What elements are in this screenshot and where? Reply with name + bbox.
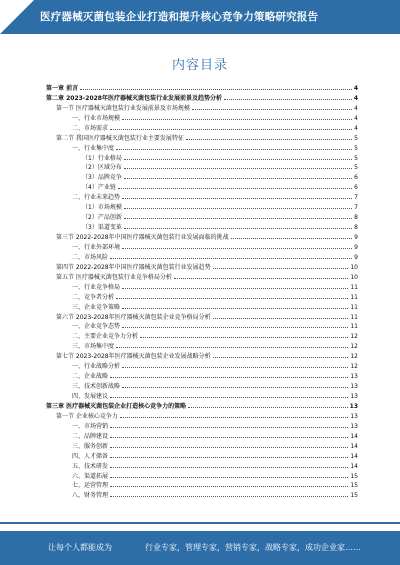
toc-dot-leader	[124, 168, 352, 169]
toc-entry-title: 六、渠道拓展	[72, 472, 109, 480]
toc-entry[interactable]	[46, 390, 358, 400]
toc-entry-page: 14	[350, 432, 358, 440]
toc-entry-title: 一、企业竞争态势	[72, 323, 121, 331]
toc-dot-leader	[122, 288, 348, 289]
toc-entry[interactable]	[46, 400, 358, 410]
toc-entry-title: 二、企业战略	[72, 373, 109, 381]
toc-entry-page: 5	[354, 134, 358, 142]
toc-dot-leader	[213, 318, 349, 319]
toc-dot-leader	[110, 457, 348, 458]
toc-entry-title: 二、市场风险	[72, 253, 109, 261]
toc-entry[interactable]	[46, 271, 358, 281]
toc-entry-title: 第六节 2023-2028年医疗器械灭菌包装企业竞争格局分析	[56, 313, 211, 321]
toc-entry[interactable]	[46, 162, 358, 172]
toc-entry-page: 9	[354, 253, 358, 261]
toc-dot-leader	[122, 367, 348, 368]
toc-entry-title: 一、行业竞争格局	[72, 283, 121, 291]
toc-dot-leader	[116, 347, 348, 348]
toc-dot-leader	[122, 119, 352, 120]
toc-dot-leader	[110, 447, 348, 448]
toc-dot-leader	[213, 268, 349, 269]
toc-entry-title: 一、行业市场规模	[72, 114, 121, 122]
toc-entry[interactable]	[46, 231, 358, 241]
toc-entry-title: 一、市场营销	[72, 422, 109, 430]
toc-entry-title: 三、市场集中度	[72, 343, 115, 351]
toc-entry[interactable]	[46, 132, 358, 142]
toc-entry[interactable]	[46, 330, 358, 340]
toc-entry-title: （1）市场规模	[82, 204, 122, 212]
toc-entry-page: 15	[350, 492, 358, 500]
toc-entry[interactable]	[46, 440, 358, 450]
toc-entry-title: 第一章 前言	[46, 84, 79, 92]
toc-dot-leader	[124, 159, 352, 160]
toc-entry[interactable]	[46, 201, 358, 211]
toc-dot-leader	[124, 178, 352, 179]
toc-entry[interactable]	[46, 251, 358, 261]
toc-entry[interactable]	[46, 171, 358, 181]
toc-entry[interactable]	[46, 489, 358, 499]
toc-dot-leader	[110, 496, 348, 497]
toc-dot-leader	[122, 387, 348, 388]
toc-entry-title: 二、行业未来趋势	[72, 194, 121, 202]
toc-entry-page: 4	[353, 84, 358, 92]
toc-entry-title: 二、竞争者分析	[72, 293, 115, 301]
toc-entry-page: 15	[350, 472, 358, 480]
toc-entry-page: 5	[354, 144, 358, 152]
toc-dot-leader	[192, 109, 352, 110]
toc-entry-page: 11	[350, 283, 358, 291]
toc-entry[interactable]	[46, 191, 358, 201]
toc-entry[interactable]	[46, 380, 358, 390]
toc-dot-leader	[122, 308, 348, 309]
footer-tagline: 行业专家，管理专家，营销专家，战略专家，成功企业家……	[145, 543, 361, 552]
toc-entry-page: 6	[354, 184, 358, 192]
toc-entry[interactable]	[46, 410, 358, 420]
toc-entry-title: 五、技术研发	[72, 462, 109, 470]
toc-entry-title: 四、发展建议	[72, 393, 109, 400]
toc-entry-title: （2）区域分布	[82, 164, 122, 172]
toc-entry[interactable]	[46, 281, 358, 291]
footer-rule	[0, 522, 400, 524]
toc-entry-page: 11	[350, 303, 358, 311]
footer-bar	[0, 531, 400, 565]
toc-dot-leader	[120, 417, 348, 418]
toc-entry-title: 一、行业外部环境	[72, 243, 121, 251]
toc-entry-page: 7	[354, 204, 358, 212]
toc-entry[interactable]	[46, 420, 358, 430]
toc-dot-leader	[110, 258, 352, 259]
toc-entry-title: 第三章 医疗器械灭菌包装企业打造核心竞争力的策略	[46, 402, 187, 410]
toc-entry[interactable]	[46, 460, 358, 470]
toc-dot-leader	[122, 198, 352, 199]
toc-entry-page: 9	[354, 234, 358, 241]
toc-entry-title: 第二节 我国医疗器械灭菌包装行业主要发展特征	[56, 134, 184, 142]
toc-entry[interactable]	[46, 82, 358, 92]
toc-entry-page: 13	[350, 412, 358, 420]
toc-entry[interactable]	[46, 450, 358, 460]
toc-entry-title: （1）行业格局	[82, 154, 122, 162]
toc-entry-title: 第三节 2022-2028年中国医疗器械灭菌包装行业发展面临的挑战	[56, 234, 229, 241]
toc-entry[interactable]	[46, 221, 358, 231]
toc-entry-page: 13	[350, 383, 358, 391]
toc-entry[interactable]	[46, 350, 358, 360]
toc-entry[interactable]	[46, 291, 358, 301]
toc-dot-leader	[110, 129, 352, 130]
report-title: 医疗器械灭菌包装企业打造和提升核心竞争力策略研究报告	[40, 11, 319, 23]
toc-entry-page: 7	[354, 194, 358, 202]
toc-entry-page: 13	[350, 373, 358, 381]
toc-entry-title: 四、人才储备	[72, 452, 109, 460]
toc-entry-title: 一、行业战略分析	[72, 363, 121, 371]
toc-entry-title: 三、企业竞争策略	[72, 303, 121, 311]
toc-entry-page: 12	[350, 343, 358, 351]
toc-entry[interactable]	[46, 301, 358, 311]
toc-entry-page: 5	[354, 154, 358, 162]
toc-dot-leader	[174, 278, 348, 279]
toc-dot-leader	[118, 188, 352, 189]
toc-dot-leader	[188, 407, 348, 408]
toc-dot-leader	[116, 149, 352, 150]
header-bar	[0, 0, 400, 34]
toc-entry-page: 14	[350, 452, 358, 460]
toc-dot-leader	[122, 327, 348, 328]
toc-entry-page: 4	[354, 124, 358, 132]
toc-entry[interactable]	[46, 470, 358, 480]
toc-dot-leader	[110, 377, 348, 378]
toc-entry-page: 12	[350, 363, 358, 371]
toc-dot-leader	[110, 397, 348, 398]
toc-entry-title: 三、技术创新战略	[72, 383, 121, 391]
page-heading: 内容目录	[171, 58, 228, 73]
toc-dot-leader	[124, 228, 352, 229]
toc-entry-page: 4	[354, 114, 358, 122]
toc-entry[interactable]	[46, 102, 358, 112]
toc-dot-leader	[224, 99, 352, 100]
toc-entry-title: 八、财务管理	[72, 492, 109, 500]
toc-entry-page: 11	[350, 313, 358, 321]
toc-dot-leader	[110, 427, 348, 428]
toc-dot-leader	[186, 139, 352, 140]
toc-entry-title: 二、市场需求	[72, 124, 109, 132]
toc-entry-title: 第四节 2022-2028年中国医疗器械灭菌包装行业发展趋势	[56, 263, 211, 271]
toc-dot-leader	[213, 357, 349, 358]
toc-entry-title: （4）产业链	[82, 184, 116, 192]
toc-dot-leader	[124, 218, 352, 219]
toc-entry[interactable]	[46, 122, 358, 132]
toc-entry[interactable]	[46, 430, 358, 440]
toc-entry-page: 14	[350, 442, 358, 450]
toc-entry[interactable]	[46, 311, 358, 321]
toc-entry-page: 11	[350, 293, 358, 301]
toc-entry-title: 第七节 2023-2028年医疗器械灭菌包装企业发展战略分析	[56, 353, 211, 361]
toc-entry[interactable]	[46, 92, 358, 102]
toc-entry[interactable]	[46, 142, 358, 152]
toc-entry[interactable]	[46, 340, 358, 350]
toc-entry-title: 一、行业集中度	[72, 144, 115, 152]
toc-dot-leader	[231, 238, 353, 239]
toc-entry-page: 5	[354, 164, 358, 172]
toc-entry-page: 4	[354, 104, 358, 112]
toc-entry-page: 12	[350, 353, 358, 361]
toc-entry-page: 13	[350, 393, 358, 400]
toc-dot-leader	[122, 248, 352, 249]
toc-entry-page: 8	[354, 224, 358, 232]
toc-entry[interactable]	[46, 181, 358, 191]
toc-entry[interactable]	[46, 211, 358, 221]
toc-entry[interactable]	[46, 261, 358, 271]
toc-dot-leader	[110, 467, 348, 468]
toc-entry-title: 第一节 医疗器械灭菌包装行业发展前景及市场规模	[56, 104, 190, 112]
toc-entry-title: 第五节 医疗器械灭菌包装行业竞争格局分析	[56, 273, 172, 281]
footer-slogan: 让每个人都能成为	[48, 543, 112, 552]
toc-entry-title: 三、服务创新	[72, 442, 109, 450]
toc-dot-leader	[110, 486, 348, 487]
toc-entry[interactable]	[46, 480, 358, 490]
toc-entry-page: 8	[354, 214, 358, 222]
toc-entry-page: 11	[350, 323, 358, 331]
toc-dot-leader	[80, 89, 352, 90]
toc-entry[interactable]	[46, 241, 358, 251]
header-corner-triangle	[0, 0, 34, 34]
toc-entry-page: 9	[354, 243, 358, 251]
toc-dot-leader	[140, 337, 348, 338]
toc-dot-leader	[116, 298, 348, 299]
toc-entry-title: 二、主要企业竞争力分析	[72, 333, 139, 341]
toc-entry[interactable]	[46, 152, 358, 162]
toc-entry[interactable]	[46, 360, 358, 370]
toc-entry-page: 14	[350, 462, 358, 470]
toc-entry[interactable]	[46, 321, 358, 331]
toc-entry-title: 第一节 企业核心竞争力	[56, 412, 118, 420]
toc-entry-page: 13	[350, 422, 358, 430]
toc-dot-leader	[110, 437, 348, 438]
toc-dot-leader	[124, 208, 352, 209]
toc-entry-title: （2）产品创新	[82, 214, 122, 222]
toc-entry[interactable]	[46, 370, 358, 380]
toc-entry-title: 七、运营管理	[72, 482, 109, 490]
toc-entry-title: （3）渠道变革	[82, 224, 122, 232]
toc-entry-page: 12	[350, 333, 358, 341]
toc-entry-page: 6	[354, 174, 358, 182]
table-of-contents	[46, 82, 358, 499]
toc-entry[interactable]	[46, 112, 358, 122]
toc-dot-leader	[110, 477, 348, 478]
toc-entry-page: 4	[353, 94, 358, 102]
toc-entry-page: 15	[350, 482, 358, 490]
toc-entry-title: 第二章 2023-2028年医疗器械灭菌包装行业发展前景及趋势分析	[46, 94, 222, 102]
toc-entry-title: （3）品牌竞争	[82, 174, 122, 182]
toc-entry-title: 二、品牌建设	[72, 432, 109, 440]
toc-entry-page: 13	[349, 402, 358, 410]
toc-entry-page: 10	[350, 273, 358, 281]
toc-entry-page: 10	[350, 263, 358, 271]
